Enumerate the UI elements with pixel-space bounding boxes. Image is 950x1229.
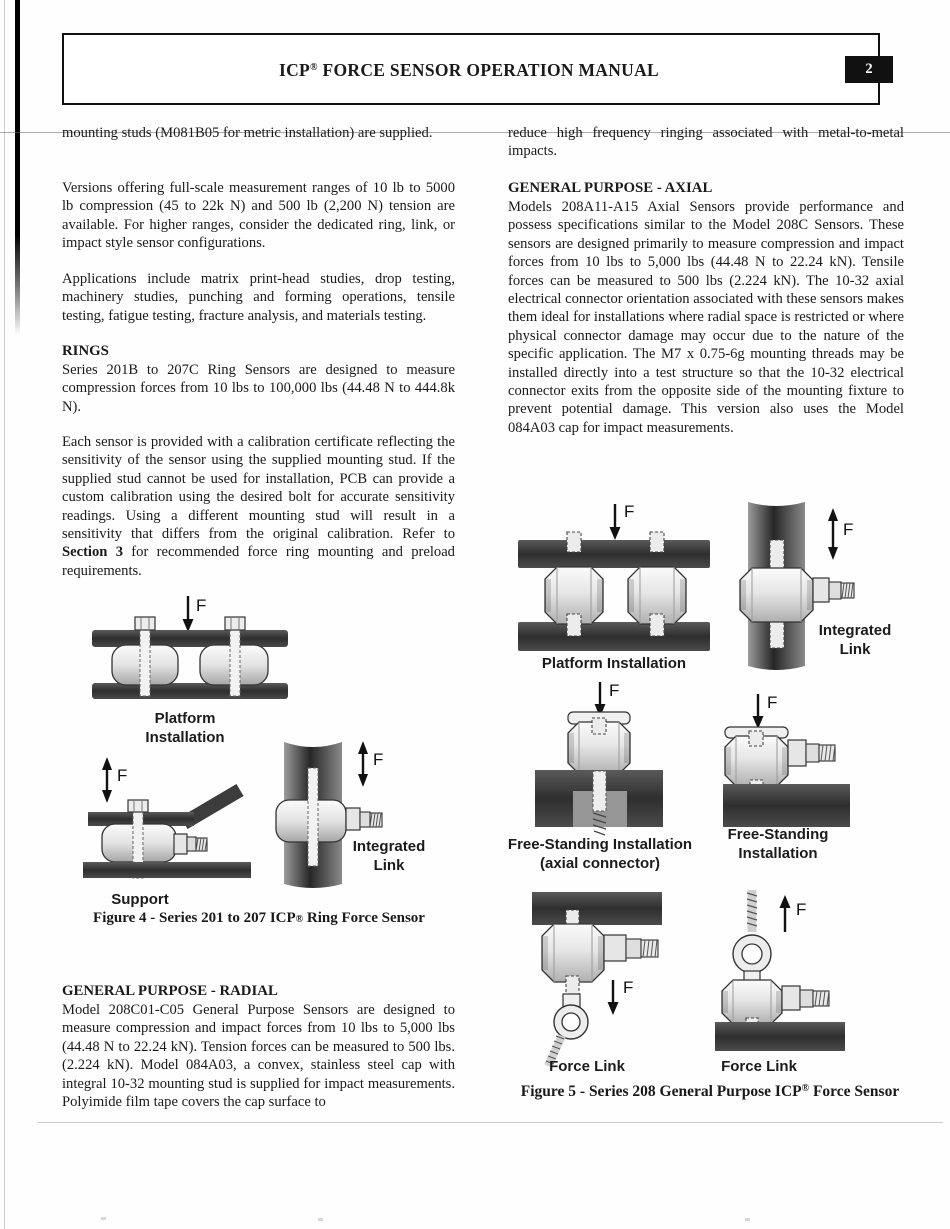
title-text: FORCE SENSOR OPERATION MANUAL [317,60,660,80]
scan-speck [101,1217,106,1220]
free-standing-axial-label [503,835,697,873]
registered-mark-icon: ® [801,1083,810,1094]
section-heading-rings: RINGS [62,343,109,359]
caption-text: Force Sensor [809,1083,900,1100]
force-label: F [624,502,635,521]
force-label: F [796,900,807,919]
label-line: Free-Standing Installation [507,836,693,853]
caption-text: Figure 5 - Series 208 General Purpose ICP [520,1083,802,1100]
page-edge-line [4,0,5,1229]
scan-artifact-line [38,1122,943,1123]
force-arrow-down-icon [610,504,621,540]
platform-installation-label [105,709,265,747]
force-label: F [373,750,384,769]
ring-support-diagram [83,790,251,878]
ring-platform-diagram [92,617,288,699]
label-line: Free-Standing [727,826,829,843]
paragraph: mounting studs (M081B05 for metric installation) are supplied. [62,125,433,141]
force-link-label: Force Link [721,1058,797,1075]
platform-installation-label: Platform Installation [541,655,687,672]
force-arrow-down-icon [183,596,194,632]
force-arrow-down-icon [608,980,619,1015]
force-arrow-up-icon [780,895,791,932]
paragraph: reduce high frequency ringing associated with metal-to-metal impacts. [508,125,904,160]
free-standing-axial-diagram [535,712,663,835]
label-line: Link [373,857,405,874]
registered-mark-icon: ® [295,914,304,925]
registered-mark-icon: ® [310,62,318,73]
axial-platform-diagram [518,532,710,651]
free-standing-label [693,825,863,863]
force-label: F [196,596,207,615]
page-title [62,60,876,81]
page-number: 2 [865,61,873,77]
figure-4-caption [62,910,456,927]
scan-speck [318,1218,323,1221]
integrated-link-label [346,837,432,875]
integrated-link-label [803,621,907,659]
section-heading-axial: GENERAL PURPOSE - AXIAL [508,180,713,196]
paragraph [62,433,455,580]
page-number-badge [845,56,893,83]
free-standing-diagram [723,727,850,827]
label-line: Integrated [352,838,426,855]
paragraph: Applications include matrix print-head studies, drop testing, machinery studies, punching and forming operations, tensile testing, fatigue testing, fracture analysis, and materials testing. [62,271,455,324]
paragraph: Versions offering full-scale measurement ranges of 10 lb to 5000 lb compression (45 to 22k N) and 500 lb (2,200 N) tension are available. For higher ranges, consider the dedicated ring, link, or impact style sensor configurations. [62,180,455,252]
figure-5-artwork [500,488,920,1118]
force-label: F [843,520,854,539]
force-arrow-double-icon [828,508,838,560]
force-link-standing-diagram [715,890,845,1051]
title-text: ICP [278,60,311,80]
paragraph-text: Each sensor is provided with a calibration certificate reflecting the sensitivity of the sensor using the supplied mounting stud. If the supplied stud cannot be used for installation, PCB can provide a custom calibration using the desired bolt for accurate sensitivity readings. Using a different mounting stud will result in a sensitivity that differs from the original calibration. Refer to [62,434,455,543]
force-arrow-down-icon [753,694,764,729]
force-link-hanging-diagram [532,892,662,1066]
section-heading-radial: GENERAL PURPOSE - RADIAL [62,983,278,999]
force-label: F [767,693,778,712]
label-line: Platform [154,710,216,727]
support-label: Support [111,891,169,908]
force-label: F [117,766,128,785]
caption-text: Figure 4 - Series 201 to 207 ICP [93,910,296,926]
figure-4-ring-force-sensor [62,590,456,935]
figure-5-caption [500,1083,920,1101]
force-label: F [609,681,620,700]
label-line: Link [839,641,871,658]
caption-text: Ring Force Sensor [303,910,425,926]
label-line: Installation [738,845,818,862]
figure-5-general-purpose-sensor [500,488,920,1118]
label-line: (axial connector) [539,855,661,872]
scan-film-strip [15,0,20,335]
force-arrow-double-icon [358,741,368,787]
scan-speck [745,1218,750,1221]
force-link-label: Force Link [549,1058,625,1075]
force-label: F [623,978,634,997]
figure-4-artwork [62,590,456,935]
paragraph: Series 201B to 207C Ring Sensors are designed to measure compression forces from 10 lbs to 100,000 lbs (44.48 N to 444.8k N). [62,362,455,415]
force-arrow-double-icon [102,757,112,803]
paragraph-text: for recommended force ring mounting and preload requirements. [62,544,455,579]
section-3-reference: Section 3 [62,544,123,561]
label-line: Installation [145,729,225,746]
paragraph: Models 208A11-A15 Axial Sensors provide performance and possess specifications similar to the Model 208C Sensors. These sensors are designed primarily to measure compression and impact forces from 10 lbs to 5,000 lbs (44.48 N to 22.24 kN). Tensile forces can be measured to 500 lbs (2.224 kN). The 10-32 axial electrical connector orientation associated with these sensors makes them ideal for installations where radial space is restricted or where physical connector damage may occur due to the nature of the specific application. The M7 x 0.75-6g mounting threads may be installed directly into a test structure so that the 10-32 electrical connector exits from the opposite side of the mounting fixture to prevent potential damage. This version also uses the Model 084A03 cap for impact measurements. [508,199,904,436]
label-line: Integrated [818,622,892,639]
paragraph: Model 208C01-C05 General Purpose Sensors are designed to measure compression and impact forces from 10 lbs to 5,000 lbs (44.48 N to 22.24 kN). Tension forces can be measured to 500 lbs. (2.224 kN). Model 084A03, a convex, stainless steel cap with integral 10-32 mounting stud is supplied for impact measurements. Polyimide film tape covers the cap surface to [62,1002,455,1111]
